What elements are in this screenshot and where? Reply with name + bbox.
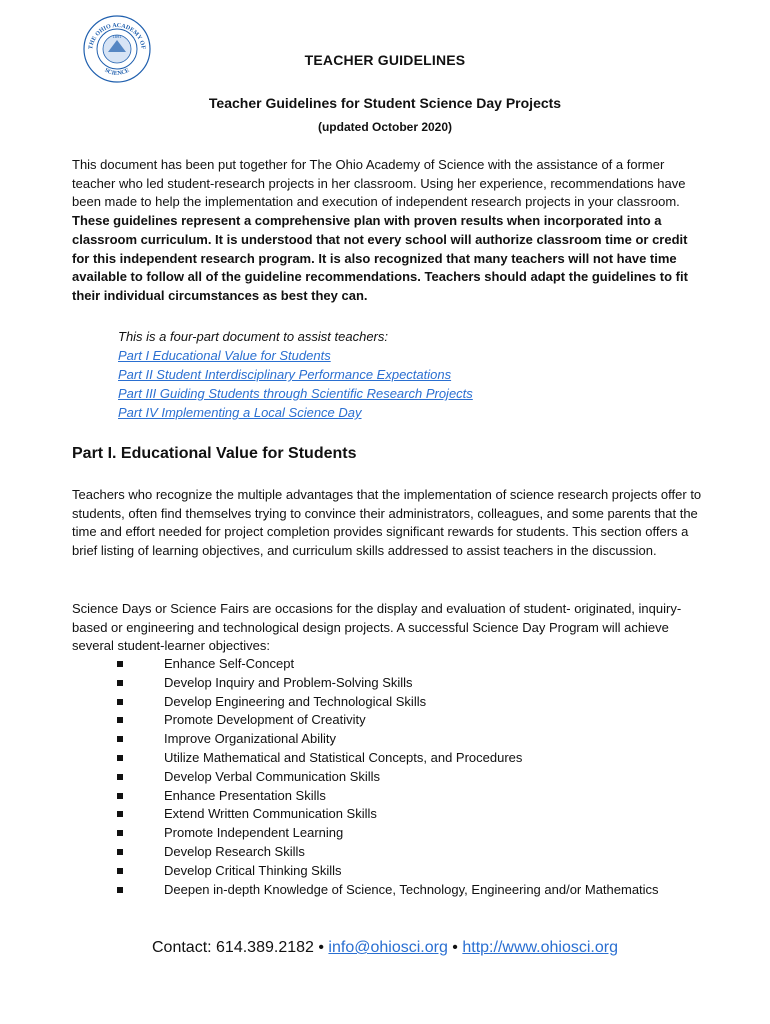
list-item: [72, 730, 659, 749]
document-subtitle: Teacher Guidelines for Student Science Day Projects: [208, 95, 562, 111]
document-contents: [118, 327, 473, 422]
intro-text: This document has been put together for The Ohio Academy of Science with the assistance of a former teacher who led student-research projects in her classroom. Using her experience, recommendations have been made to help the implementation and execution of independent research projects in your classroom.: [72, 157, 686, 210]
logo-bottom-text: SCIENCE: [103, 67, 131, 77]
link-part-1[interactable]: Part I Educational Value for Students: [118, 348, 331, 363]
list-item-text: Promote Development of Creativity: [164, 712, 366, 728]
list-item: [72, 655, 659, 674]
page-title: TEACHER GUIDELINES: [304, 52, 466, 68]
logo-year: 1891: [112, 34, 122, 39]
contact-footer: [0, 939, 770, 957]
list-item: [72, 862, 659, 881]
square-bullet-icon: [117, 868, 123, 874]
section-heading: Part I. Educational Value for Students: [72, 445, 357, 462]
updated-date: (updated October 2020): [317, 120, 453, 134]
list-item: [72, 674, 659, 693]
link-part-4[interactable]: Part IV Implementing a Local Science Day: [118, 405, 362, 420]
list-item: [72, 711, 659, 730]
list-item-text: Promote Independent Learning: [164, 825, 344, 841]
list-item: [72, 749, 659, 768]
list-item-text: Develop Research Skills: [164, 843, 305, 859]
list-item-text: Improve Organizational Ability: [164, 731, 336, 747]
bullet-separator: •: [452, 939, 458, 956]
list-item: [72, 843, 659, 862]
email-link[interactable]: info@ohiosci.org: [328, 939, 448, 956]
list-item-text: Develop Inquiry and Problem-Solving Skills: [164, 674, 413, 690]
square-bullet-icon: [117, 717, 123, 723]
list-item-text: Deepen in-depth Knowledge of Science, Technology, Engineering and/or Mathematics: [164, 881, 659, 897]
square-bullet-icon: [117, 736, 123, 742]
square-bullet-icon: [117, 680, 123, 686]
section-paragraph-2: Science Days or Science Fairs are occasions for the display and evaluation of student- originated, inquiry-based or engineering and technological design projects. A successful Science Day Program will achieve several student-learner objectives:: [72, 601, 682, 654]
contact-phone: Contact: 614.389.2182: [152, 939, 314, 956]
square-bullet-icon: [117, 661, 123, 667]
list-item-text: Enhance Self-Concept: [164, 656, 295, 671]
objectives-list: [72, 655, 659, 899]
list-item-text: Develop Critical Thinking Skills: [164, 862, 342, 878]
ohio-academy-logo: [82, 14, 152, 84]
square-bullet-icon: [117, 830, 123, 836]
square-bullet-icon: [117, 699, 123, 705]
section-paragraph-1: Teachers who recognize the multiple advantages that the implementation of science research projects offer to students, often find themselves trying to convince their administrators, colleagues, and some parents that the time and effort needed for project completion provides significant rewards for students. This section offers a brief listing of learning objectives, and curriculum skills addressed to assist teachers in the discussion.: [72, 487, 702, 559]
list-item-text: Utilize Mathematical and Statistical Concepts, and Procedures: [164, 749, 523, 765]
logo-arc-text: THE OHIO ACADEMY OF: [88, 22, 146, 50]
list-item: [72, 824, 659, 843]
bullet-separator: •: [318, 939, 324, 956]
list-item-text: Develop Engineering and Technological Skills: [164, 693, 427, 709]
list-item-text: Develop Verbal Communication Skills: [164, 768, 381, 784]
list-item-text: Enhance Presentation Skills: [164, 787, 326, 803]
list-item: [72, 787, 659, 806]
list-item: [72, 881, 659, 900]
list-item: [72, 693, 659, 712]
square-bullet-icon: [117, 887, 123, 893]
contents-lead: This is a four-part document to assist teachers:: [118, 329, 388, 344]
intro-bold-text: These guidelines represent a comprehensive plan with proven results when incorporated into a classroom curriculum. It is understood that not every school will authorize classroom time or credit for this independent research program. It is also recognized that many teachers will not have time available to follow all of the guideline recommendations. Teachers should adapt the guidelines to fit their individual circumstances as best they can.: [72, 213, 688, 303]
square-bullet-icon: [117, 849, 123, 855]
square-bullet-icon: [117, 811, 123, 817]
link-part-2[interactable]: Part II Student Interdisciplinary Performance Expectations: [118, 367, 452, 382]
square-bullet-icon: [117, 755, 123, 761]
list-item: [72, 805, 659, 824]
website-link[interactable]: http://www.ohiosci.org: [462, 939, 618, 956]
list-item: [72, 768, 659, 787]
list-item-text: Extend Written Communication Skills: [164, 806, 377, 822]
link-part-3[interactable]: Part III Guiding Students through Scientific Research Projects: [118, 386, 473, 401]
square-bullet-icon: [117, 793, 123, 799]
intro-paragraph: [72, 156, 702, 306]
square-bullet-icon: [117, 774, 123, 780]
